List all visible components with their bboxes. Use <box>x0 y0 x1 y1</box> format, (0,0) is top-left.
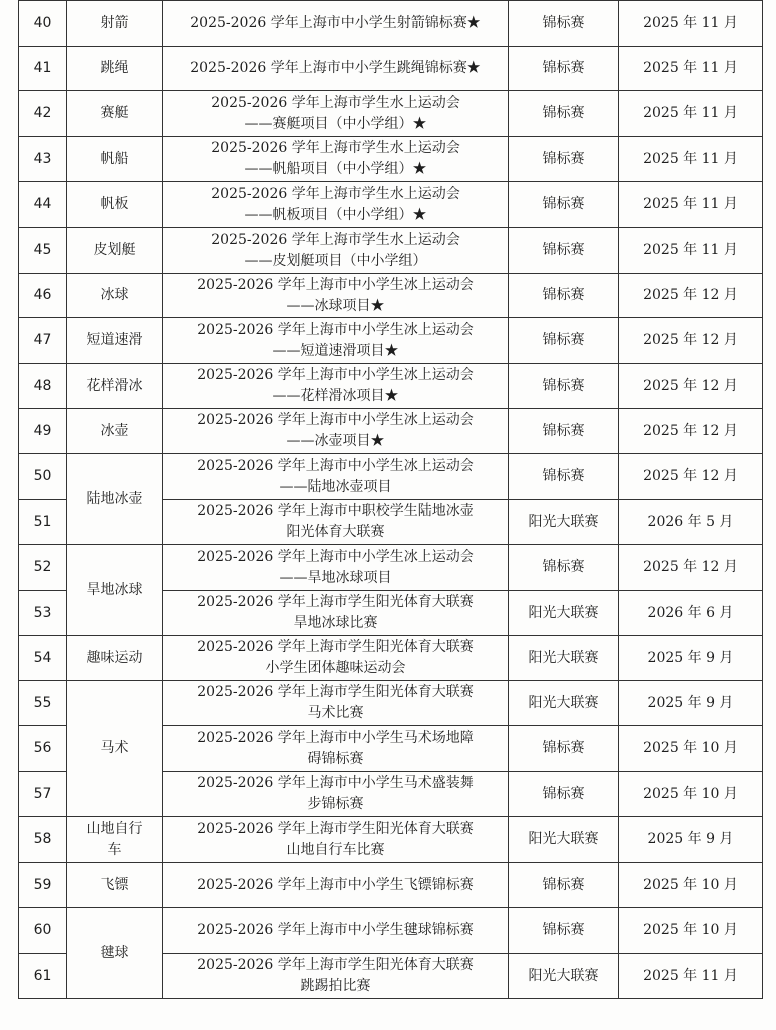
row-number: 40 <box>19 1 67 47</box>
table-row <box>19 318 763 364</box>
competition-name: 2025-2026 学年上海市学生阳光体育大联赛 山地自行车比赛 <box>163 817 509 863</box>
sport-project: 陆地冰壶 <box>67 454 163 545</box>
table-row <box>19 274 763 318</box>
row-number: 45 <box>19 228 67 274</box>
table-row <box>19 182 763 228</box>
competition-name: 2025-2026 学年上海市中小学生冰上运动会 ——短道速滑项目★ <box>163 318 509 364</box>
competition-time: 2025 年 10 月 <box>619 772 763 817</box>
competition-time: 2025 年 11 月 <box>619 182 763 228</box>
competition-name: 2025-2026 学年上海市学生阳光体育大联赛 跳踢拍比赛 <box>163 954 509 999</box>
sport-project: 冰球 <box>67 274 163 318</box>
competition-type: 锦标赛 <box>509 274 619 318</box>
competition-time: 2025 年 11 月 <box>619 91 763 137</box>
competition-time: 2025 年 11 月 <box>619 137 763 182</box>
competition-time: 2026 年 5 月 <box>619 500 763 545</box>
row-number: 43 <box>19 137 67 182</box>
competition-time: 2025 年 10 月 <box>619 726 763 772</box>
table-row <box>19 545 763 591</box>
table-row <box>19 1 763 47</box>
table-row <box>19 454 763 500</box>
competition-type: 阳光大联赛 <box>509 591 619 636</box>
competition-time: 2025 年 11 月 <box>619 228 763 274</box>
competition-type: 锦标赛 <box>509 364 619 409</box>
competition-type: 锦标赛 <box>509 908 619 954</box>
competition-time: 2025 年 9 月 <box>619 681 763 726</box>
competition-type: 锦标赛 <box>509 228 619 274</box>
competition-type: 锦标赛 <box>509 182 619 228</box>
sport-project: 帆板 <box>67 182 163 228</box>
row-number: 60 <box>19 908 67 954</box>
row-number: 61 <box>19 954 67 999</box>
table-row <box>19 91 763 137</box>
sport-project: 冰壶 <box>67 409 163 454</box>
sport-project: 花样滑冰 <box>67 364 163 409</box>
competition-name: 2025-2026 学年上海市学生阳光体育大联赛 小学生团体趣味运动会 <box>163 636 509 681</box>
row-number: 48 <box>19 364 67 409</box>
competition-time: 2026 年 6 月 <box>619 591 763 636</box>
table-row <box>19 636 763 681</box>
sport-project: 赛艇 <box>67 91 163 137</box>
competition-time: 2025 年 10 月 <box>619 908 763 954</box>
competition-name: 2025-2026 学年上海市中小学生射箭锦标赛★ <box>163 1 509 47</box>
sport-project: 帆船 <box>67 137 163 182</box>
competition-type: 锦标赛 <box>509 545 619 591</box>
competition-type: 阳光大联赛 <box>509 636 619 681</box>
competition-type: 锦标赛 <box>509 772 619 817</box>
competition-name: 2025-2026 学年上海市学生水上运动会 ——帆船项目（中小学组）★ <box>163 137 509 182</box>
row-number: 59 <box>19 863 67 908</box>
table-row <box>19 137 763 182</box>
competition-type: 锦标赛 <box>509 863 619 908</box>
competition-type: 锦标赛 <box>509 318 619 364</box>
competition-type: 锦标赛 <box>509 47 619 91</box>
competition-name: 2025-2026 学年上海市学生阳光体育大联赛 马术比赛 <box>163 681 509 726</box>
competition-time: 2025 年 9 月 <box>619 817 763 863</box>
sport-project: 射箭 <box>67 1 163 47</box>
competition-type: 阳光大联赛 <box>509 954 619 999</box>
row-number: 46 <box>19 274 67 318</box>
competition-type: 阳光大联赛 <box>509 817 619 863</box>
competition-time: 2025 年 10 月 <box>619 863 763 908</box>
row-number: 42 <box>19 91 67 137</box>
competition-name: 2025-2026 学年上海市中小学生马术场地障 碍锦标赛 <box>163 726 509 772</box>
competition-name: 2025-2026 学年上海市中小学生飞镖锦标赛 <box>163 863 509 908</box>
competition-time: 2025 年 12 月 <box>619 545 763 591</box>
row-number: 49 <box>19 409 67 454</box>
competition-type: 锦标赛 <box>509 1 619 47</box>
sport-project: 旱地冰球 <box>67 545 163 636</box>
sport-project: 皮划艇 <box>67 228 163 274</box>
table-row <box>19 228 763 274</box>
row-number: 51 <box>19 500 67 545</box>
competition-name: 2025-2026 学年上海市中小学生冰上运动会 ——冰球项目★ <box>163 274 509 318</box>
competition-table <box>18 0 763 999</box>
competition-time: 2025 年 11 月 <box>619 47 763 91</box>
competition-time: 2025 年 12 月 <box>619 364 763 409</box>
competition-name: 2025-2026 学年上海市学生水上运动会 ——赛艇项目（中小学组）★ <box>163 91 509 137</box>
competition-time: 2025 年 11 月 <box>619 954 763 999</box>
competition-name: 2025-2026 学年上海市中小学生毽球锦标赛 <box>163 908 509 954</box>
competition-time: 2025 年 9 月 <box>619 636 763 681</box>
competition-name: 2025-2026 学年上海市中小学生冰上运动会 ——冰壶项目★ <box>163 409 509 454</box>
competition-time: 2025 年 12 月 <box>619 274 763 318</box>
competition-type: 锦标赛 <box>509 726 619 772</box>
sport-project: 山地自行 车 <box>67 817 163 863</box>
competition-time: 2025 年 12 月 <box>619 409 763 454</box>
competition-name: 2025-2026 学年上海市中小学生冰上运动会 ——旱地冰球项目 <box>163 545 509 591</box>
table-row <box>19 817 763 863</box>
competition-name: 2025-2026 学年上海市学生阳光体育大联赛 旱地冰球比赛 <box>163 591 509 636</box>
competition-name: 2025-2026 学年上海市中小学生冰上运动会 ——陆地冰壶项目 <box>163 454 509 500</box>
row-number: 41 <box>19 47 67 91</box>
competition-type: 锦标赛 <box>509 91 619 137</box>
table-row <box>19 681 763 726</box>
competition-type: 锦标赛 <box>509 454 619 500</box>
row-number: 56 <box>19 726 67 772</box>
row-number: 55 <box>19 681 67 726</box>
competition-type: 阳光大联赛 <box>509 681 619 726</box>
competition-name: 2025-2026 学年上海市中小学生马术盛装舞 步锦标赛 <box>163 772 509 817</box>
competition-name: 2025-2026 学年上海市中小学生冰上运动会 ——花样滑冰项目★ <box>163 364 509 409</box>
row-number: 50 <box>19 454 67 500</box>
row-number: 57 <box>19 772 67 817</box>
competition-name: 2025-2026 学年上海市学生水上运动会 ——帆板项目（中小学组）★ <box>163 182 509 228</box>
table-row <box>19 409 763 454</box>
competition-name: 2025-2026 学年上海市中职校学生陆地冰壶 阳光体育大联赛 <box>163 500 509 545</box>
table-row <box>19 47 763 91</box>
sport-project: 短道速滑 <box>67 318 163 364</box>
sport-project: 毽球 <box>67 908 163 999</box>
table-row <box>19 364 763 409</box>
row-number: 54 <box>19 636 67 681</box>
competition-time: 2025 年 12 月 <box>619 454 763 500</box>
row-number: 44 <box>19 182 67 228</box>
sport-project: 马术 <box>67 681 163 817</box>
competition-type: 锦标赛 <box>509 409 619 454</box>
competition-type: 锦标赛 <box>509 137 619 182</box>
competition-time: 2025 年 12 月 <box>619 318 763 364</box>
competition-time: 2025 年 11 月 <box>619 1 763 47</box>
sport-project: 飞镖 <box>67 863 163 908</box>
row-number: 52 <box>19 545 67 591</box>
competition-type: 阳光大联赛 <box>509 500 619 545</box>
sport-project: 趣味运动 <box>67 636 163 681</box>
table-row <box>19 908 763 954</box>
competition-name: 2025-2026 学年上海市学生水上运动会 ——皮划艇项目（中小学组） <box>163 228 509 274</box>
sport-project: 跳绳 <box>67 47 163 91</box>
table-row <box>19 863 763 908</box>
row-number: 53 <box>19 591 67 636</box>
row-number: 47 <box>19 318 67 364</box>
row-number: 58 <box>19 817 67 863</box>
competition-name: 2025-2026 学年上海市中小学生跳绳锦标赛★ <box>163 47 509 91</box>
